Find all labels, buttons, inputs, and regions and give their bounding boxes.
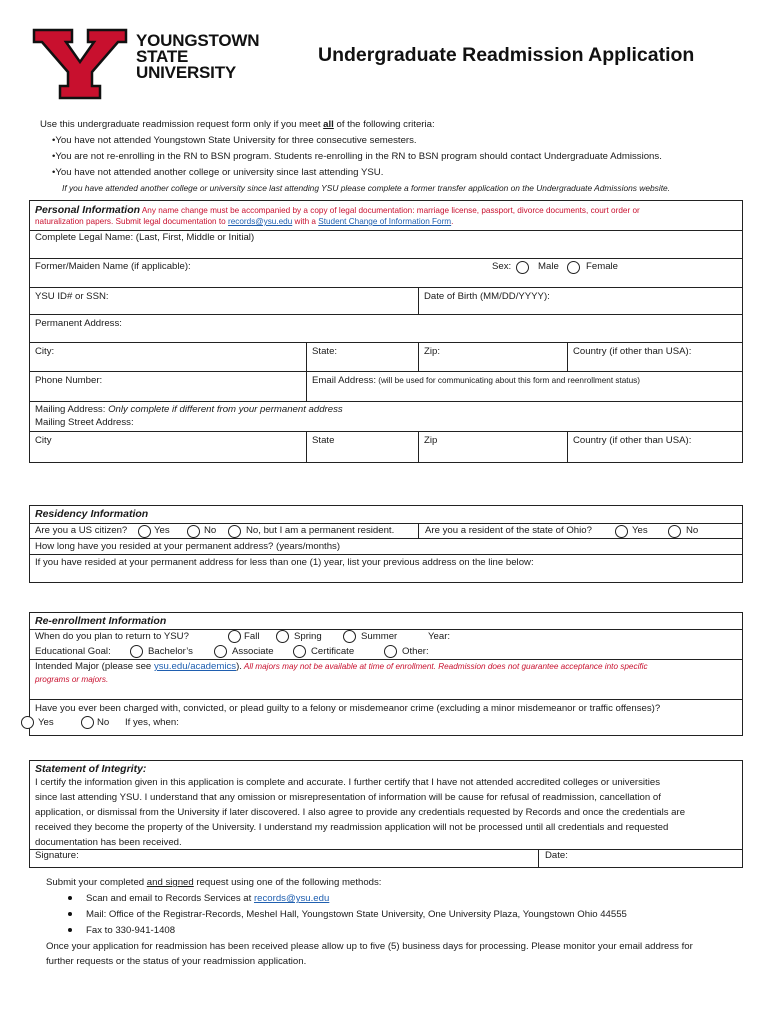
date-field[interactable] [538, 849, 742, 867]
goal-associate-label: Associate [232, 646, 274, 657]
criminal-history-question: Have you ever been charged with, convicted, or plead guilty to a felony or misdemeanor crime (excluding a minor misdemeanor or traffic offenses)? [35, 703, 661, 714]
ohio-yes-label: Yes [632, 525, 648, 536]
ohio-no-radio[interactable] [668, 525, 681, 538]
permanent-resident-radio[interactable] [228, 525, 241, 538]
mailing-street-label: Mailing Street Address: [35, 417, 134, 428]
phone-field[interactable]: Phone Number: [35, 375, 103, 386]
male-label: Male [538, 261, 559, 272]
submit-method-scan: Scan and email to Records Services at records@ysu.edu [68, 893, 329, 904]
sex-male-radio[interactable] [516, 261, 529, 274]
permanent-address-field[interactable] [30, 315, 742, 343]
personal-header-row: Personal Information Any name change must be accompanied by a copy of legal documentation: marriage license, passport, divorce documents, court order or naturalization papers. Submit legal documentation to records@ysu.edu with a Student Change of Information Form. [30, 201, 742, 231]
return-term-question: When do you plan to return to YSU? [35, 631, 189, 642]
ysu-logo-mark [32, 28, 128, 100]
previous-address-field[interactable]: If you have resided at your permanent address for less than one (1) year, list your previous address on the line below: [35, 557, 534, 568]
mailing-city-field[interactable]: City [35, 435, 52, 446]
personal-section-title: Personal Information [35, 204, 141, 216]
term-spring-label: Spring [294, 631, 322, 642]
submit-instructions-lead: Submit your completed and signed request using one of the following methods: [46, 877, 382, 888]
female-label: Female [586, 261, 618, 272]
personal-information-section [29, 200, 743, 463]
academics-link[interactable]: ysu.edu/academics [153, 661, 237, 672]
name-change-notice: Any name change must be accompanied by a copy of legal documentation: marriage license, passport, divorce documents, court order or [140, 206, 640, 215]
integrity-section-title: Statement of Integrity: [35, 763, 147, 775]
residence-duration-field[interactable]: How long have you resided at your permanent address? (years/months) [35, 541, 341, 552]
legal-name-label: Complete Legal Name: (Last, First, Middle or Initial) [35, 232, 255, 243]
residency-section-title: Residency Information [35, 508, 149, 520]
goal-associate-radio[interactable] [214, 645, 227, 658]
residency-information-section [29, 505, 743, 583]
phone-email-row [30, 372, 742, 402]
ohio-resident-question: Are you a resident of the state of Ohio? [425, 525, 592, 536]
citizen-no-label: No [204, 525, 217, 536]
mailing-state-field[interactable]: State [306, 432, 418, 462]
ohio-yes-radio[interactable] [615, 525, 628, 538]
submit-method-mail: Mail: Office of the Registrar-Records, Meshel Hall, Youngstown State University, One University Plaza, Youngstown Ohio 44555 [68, 909, 627, 920]
educational-goal-label: Educational Goal: [35, 646, 111, 657]
return-year-field[interactable]: Year: [428, 631, 451, 642]
signature-label: Signature: [35, 850, 79, 861]
criminal-yes-radio[interactable] [21, 716, 34, 729]
city-field[interactable]: City: [35, 346, 55, 357]
criminal-no-radio[interactable] [81, 716, 94, 729]
ysu-logo-wordmark [136, 33, 259, 81]
mailing-address-row[interactable] [30, 402, 742, 432]
goal-certificate-label: Certificate [311, 646, 355, 657]
goal-bachelors-radio[interactable] [130, 645, 143, 658]
city-state-row [30, 343, 742, 372]
records-email-link-footer[interactable]: records@ysu.edu [253, 893, 330, 904]
citizen-no-radio[interactable] [187, 525, 200, 538]
criteria-bullet: •You have not attended Youngstown State University for three consecutive semesters. [52, 135, 417, 146]
criteria-bullet: •You are not re-enrolling in the RN to BSN program. Students re-enrolling in the RN to BSN program should contact Undergraduate Admissions. [52, 151, 662, 162]
zip-field[interactable]: Zip: [418, 343, 567, 371]
goal-certificate-radio[interactable] [293, 645, 306, 658]
criminal-when-field[interactable]: If yes, when: [125, 717, 179, 728]
mailing-address-label: Mailing Address: Only complete if different from your permanent address [35, 404, 343, 415]
citizen-yes-label: Yes [154, 525, 170, 536]
integrity-text-line: application, or dismissal from the University if later discovered. I also agree to provide any credentials requested by Records and once the credentials are [35, 807, 686, 818]
mailing-country-field[interactable]: Country (if other than USA): [567, 432, 742, 462]
submit-method-fax: Fax to 330-941-1408 [68, 925, 175, 936]
term-spring-radio[interactable] [276, 630, 289, 643]
sex-female-radio[interactable] [567, 261, 580, 274]
citizenship-divider [418, 524, 419, 538]
sex-label: Sex: [492, 261, 512, 272]
email-usage-note: (will be used for communicating about this form and reenrollment status) [376, 376, 640, 385]
state-field[interactable]: State: [306, 343, 418, 371]
intended-major-field[interactable]: Intended Major (please see ysu.edu/academics). All majors may not be available at time of enrollment. Readmission does not guarantee acceptance into specific [35, 661, 648, 672]
transfer-note: If you have attended another college or university since last attending YSU please complete a former transfer application on the Undergraduate Admissions website. [62, 183, 671, 193]
major-availability-note: All majors may not be available at time of enrollment. Readmission does not guarantee acceptance into specific [241, 662, 648, 671]
major-availability-note-cont: programs or majors. [35, 675, 109, 684]
criteria-bullet: •You have not attended another college or university since last attending YSU. [52, 167, 384, 178]
legal-name-field[interactable] [30, 231, 742, 259]
permanent-address-label: Permanent Address: [35, 318, 122, 329]
id-dob-row [30, 288, 742, 315]
logo-line-2: STATE [136, 47, 189, 66]
integrity-text-line: received they become the property of the University. I understand my readmission application will not be processed until all credentials and requested [35, 822, 669, 833]
term-summer-radio[interactable] [343, 630, 356, 643]
term-fall-label: Fall [244, 631, 260, 642]
term-fall-radio[interactable] [228, 630, 241, 643]
statement-of-integrity-section [29, 760, 743, 868]
integrity-text-line: since last attending YSU. I understand that any omission or misrepresentation of information will be cause for refusal of readmission, cancellation of [35, 792, 661, 803]
intro-lead: Use this undergraduate readmission request form only if you meet all of the following criteria: [40, 119, 435, 130]
processing-note: Once your application for readmission has been received please allow up to five (5) business days for processing. Please monitor your email address for [46, 941, 693, 952]
goal-other-field[interactable]: Other: [402, 646, 429, 657]
ohio-no-label: No [686, 525, 699, 536]
goal-other-radio[interactable] [384, 645, 397, 658]
logo-line-1: YOUNGSTOWN [136, 31, 260, 50]
country-field[interactable]: Country (if other than USA): [567, 343, 742, 371]
reenrollment-section-title: Re-enrollment Information [35, 615, 167, 627]
criminal-no-label: No [97, 717, 110, 728]
mailing-zip-field[interactable]: Zip [418, 432, 567, 462]
criminal-yes-label: Yes [38, 717, 54, 728]
logo-line-3: UNIVERSITY [136, 63, 237, 82]
integrity-text-line: I certify the information given in this application is complete and accurate. I further certify that I have not attended accredited colleges or universities [35, 777, 660, 788]
processing-note-cont: further requests or the status of your readmission application. [46, 956, 307, 967]
page-title: Undergraduate Readmission Application [318, 44, 695, 66]
email-field[interactable]: Email Address: (will be used for communicating about this form and reenrollment status) [306, 372, 742, 401]
goal-bachelors-label: Bachelor’s [148, 646, 193, 657]
former-name-label[interactable]: Former/Maiden Name (if applicable): [35, 261, 191, 272]
citizenship-row [30, 523, 742, 539]
citizen-yes-radio[interactable] [138, 525, 151, 538]
integrity-text-line: documentation has been received. [35, 837, 182, 848]
us-citizen-question: Are you a US citizen? [35, 525, 128, 536]
date-label: Date: [545, 850, 568, 861]
dob-field[interactable]: Date of Birth (MM/DD/YYYY): [418, 288, 742, 314]
ysu-id-field[interactable]: YSU ID# or SSN: [35, 291, 109, 302]
reenrollment-information-section [29, 612, 743, 736]
permanent-resident-label: No, but I am a permanent resident. [246, 525, 395, 536]
intro-criteria [40, 117, 740, 195]
change-of-information-form-link[interactable]: Student Change of Information Form [318, 217, 452, 226]
signature-field[interactable] [30, 849, 538, 867]
mailing-city-row [30, 432, 742, 462]
records-email-link[interactable]: records@ysu.edu [227, 217, 293, 226]
term-summer-label: Summer [361, 631, 398, 642]
former-name-row [30, 259, 742, 288]
